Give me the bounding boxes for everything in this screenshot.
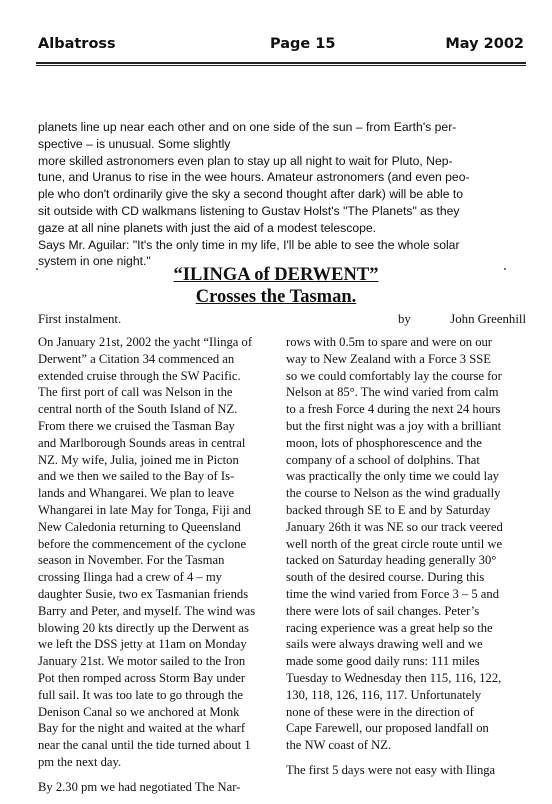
paragraph: By 2.30 pm we had negotiated The Nar- (38, 779, 241, 794)
intro-paragraph: planets line up near each other and on one side of the sun – from Earth's per- spective – is unusual. Some slightly more skilled astronomers even plan to stay up all night to wait for Pluto, Nep- tune, and Uranus to rise in the wee hours. Amateur astronomers (and even peo- ple who don't ordinarily give the sky a second thought after dark) will be able to sit outside with CD walkmans listening to Gustav Holst's "The Planets" as they gaze at all nine planets with just the aid of a modest telescope. Says Mr. Aguilar: "It's the only time in my life, I'll be able to see the whole solar system in one night." (38, 120, 470, 269)
article-column-left (38, 334, 278, 804)
author-name: John Greenhill (450, 312, 526, 326)
issue-date: May 2002 (445, 36, 524, 52)
by-label: by (398, 312, 411, 326)
article-title-line2: Crosses the Tasman. (195, 287, 357, 307)
installment-label: First instalment. (38, 312, 122, 326)
header-rule (36, 62, 526, 66)
article-column-right (286, 334, 526, 787)
article-byline (38, 312, 526, 330)
page-header (38, 36, 524, 56)
publication-name: Albatross (38, 36, 116, 52)
paragraph: rows with 0.5m to spare and were on our way to New Zealand with a Force 3 SSE so we could comfortably lay the course for Nelson at 85°. The wind varied from calm to a fresh Force 4 during the next 24 hours but the first night was a joy with a brilliant moon, lots of phosphorescence and the company of a school of dolphins. That was practically the only time we could lay the course to Nelson as the wind gradually backed through SE to E and by Saturday January 26th it was NE so our track veered well north of the great circle route until we tacked on Saturday heading generally 30° south of the desired course. During this time the wind varied from Force 3 – 5 and there were lots of sail changes. Peter’s racing experience was a great help so the sails were always drawing well and we made some good daily runs: 111 miles Tuesday to Wednesday then 115, 116, 122, 130, 118, 126, 116, 117. Unfortunately none of these were in the direction of Cape Farewell, our proposed landfall on the NW coast of NZ. (286, 335, 503, 753)
article-title-line1: “ILINGA of DERWENT” (173, 265, 379, 285)
page-number: Page 15 (270, 36, 336, 52)
paragraph: On January 21st, 2002 the yacht “Ilinga of Derwent” a Citation 34 commenced an extended cruise through the SW Pacific. The first port of call was Nelson in the central north of the South Island of NZ. From there we cruised the Tasman Bay and Marlborough Sounds areas in central NZ. My wife, Julia, joined me in Picton and we then we sailed to the Bay of Is- lands and Whangarei. We plan to leave Whangarei in late May for Tonga, Fiji and New Caledonia returning to Queensland before the commencement of the cyclone season in November. For the Tasman crossing Ilinga had a crew of 4 – my daughter Susie, two ex Tasmanian friends Barry and Peter, and myself. The wind was blowing 20 kts directly up the Derwent as we left the DSS jetty at 11am on Monday January 21st. We motor sailed to the Iron Pot then romped across Storm Bay under full sail. It was too late to go through the Denison Canal so we anchored at Monk Bay for the night and waited at the wharf near the canal until the tide turned about 1 pm the next day. (38, 335, 256, 769)
paragraph: The first 5 days were not easy with Ilinga (286, 762, 496, 777)
